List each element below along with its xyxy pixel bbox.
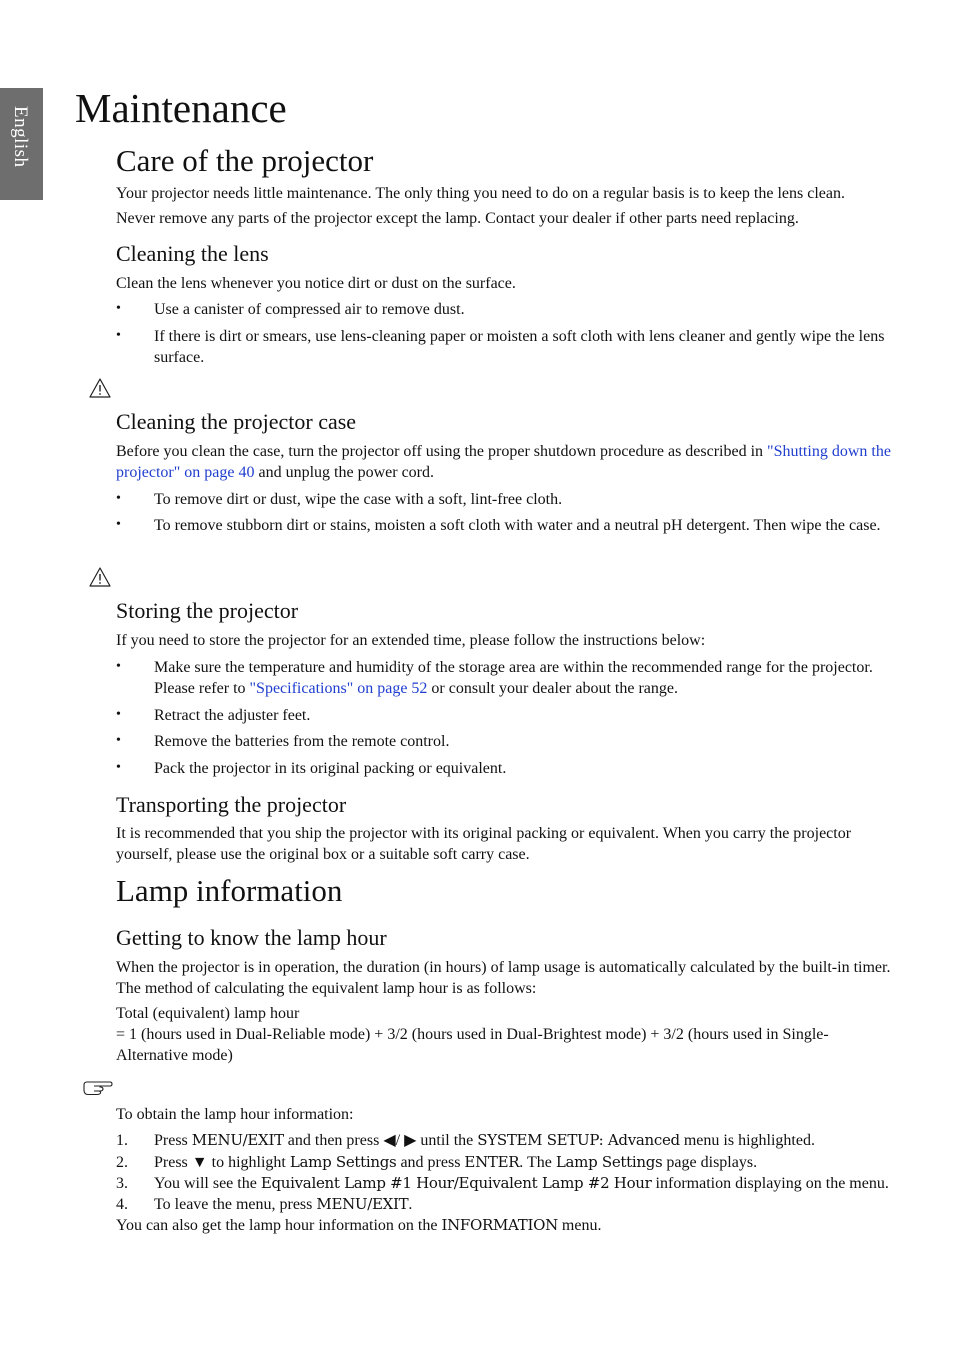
menu-exit-key: MENU/EXIT	[191, 1131, 284, 1149]
warning-icon	[88, 377, 112, 399]
formula-label: Total (equivalent) lamp hour	[116, 1005, 300, 1022]
bullet-dot: •	[116, 328, 121, 343]
formula: = 1 (hours used in Dual-Reliable mode) + 3/2 (hours used in Dual-Brightest mode) + 3/2 (hours used in Single-Alternative mode)	[116, 1026, 829, 1064]
lamp-settings-item: Lamp Settings	[289, 1153, 397, 1171]
storing-bullet-3: Remove the batteries from the remote control.	[154, 733, 450, 750]
lens-intro: Clean the lens whenever you notice dirt or dust on the surface.	[116, 275, 516, 292]
lamp-footer: You can also get the lamp hour information on the INFORMATION menu.	[116, 1216, 602, 1234]
bullet-dot: •	[116, 733, 121, 748]
specifications-link[interactable]: "Specifications" on page 52	[249, 680, 428, 697]
storing-bullet-1: Make sure the temperature and humidity of the storage area are within the recommended range for the projector. Please refer to "Specifications" on page 52 or consult your dealer about the range.	[154, 659, 873, 697]
step-3: You will see the Equivalent Lamp #1 Hour/Equivalent Lamp #2 Hour information displaying on the menu.	[154, 1174, 889, 1192]
pointing-hand-icon	[82, 1077, 114, 1097]
lens-bullet-2: If there is dirt or smears, use lens-cleaning paper or moisten a soft cloth with lens cleaner and gently wipe the lens surface.	[154, 328, 885, 366]
step-2: Press ▼ to highlight Lamp Settings and press ENTER. The Lamp Settings page displays.	[154, 1153, 758, 1171]
transport-text: It is recommended that you ship the projector with its original packing or equivalent. When you carry the projector yourself, please use the original box or a suitable soft carry case.	[116, 825, 852, 863]
lamp-intro: When the projector is in operation, the duration (in hours) of lamp usage is automatically calculated by the built-in timer. The method of calculating the equivalent lamp hour is as follows:	[116, 959, 891, 997]
case-bullet-1: To remove dirt or dust, wipe the case with a soft, lint-free cloth.	[154, 491, 563, 508]
lamp-heading: Lamp information	[116, 873, 343, 908]
language-label: English	[10, 106, 31, 168]
storing-heading: Storing the projector	[116, 598, 299, 623]
enter-key: ENTER	[464, 1153, 520, 1171]
step-4: To leave the menu, press MENU/EXIT.	[154, 1195, 413, 1213]
bullet-dot: •	[116, 491, 121, 506]
care-intro-1: Your projector needs little maintenance. The only thing you need to do on a regular basis is to keep the lens clean.	[116, 185, 845, 202]
transport-heading: Transporting the projector	[116, 792, 347, 817]
lens-heading: Cleaning the lens	[116, 241, 269, 266]
note-intro: To obtain the lamp hour information:	[116, 1106, 354, 1123]
page-title: Maintenance	[75, 85, 287, 131]
equivalent-lamp-hour-item: Equivalent Lamp #1 Hour/Equivalent Lamp #2 Hour	[260, 1174, 652, 1192]
case-heading: Cleaning the projector case	[116, 409, 357, 434]
care-intro-2: Never remove any parts of the projector except the lamp. Contact your dealer if other parts need replacing.	[116, 210, 799, 227]
language-tab	[0, 88, 43, 200]
step-number: 1.	[116, 1132, 128, 1149]
case-bullet-2: To remove stubborn dirt or stains, moisten a soft cloth with water and a neutral pH detergent. Then wipe the case.	[154, 517, 881, 534]
system-setup-advanced-menu: SYSTEM SETUP: Advanced	[477, 1131, 680, 1149]
warning-icon	[88, 566, 112, 588]
care-heading: Care of the projector	[116, 143, 374, 178]
bullet-dot: •	[116, 659, 121, 674]
menu-exit-key: MENU/EXIT	[316, 1195, 409, 1213]
bullet-dot: •	[116, 707, 121, 722]
down-arrow: ▼	[191, 1154, 208, 1171]
step-number: 4.	[116, 1196, 128, 1213]
step-1: Press MENU/EXIT and then press ◀/ ▶ until the SYSTEM SETUP: Advanced menu is highlighted.	[154, 1131, 815, 1149]
case-intro: Before you clean the case, turn the projector off using the proper shutdown procedure as described in "Shutting down the projector" on page 40 and unplug the power cord.	[116, 443, 891, 481]
left-right-arrows: ◀/ ▶	[383, 1132, 417, 1149]
bullet-dot: •	[116, 517, 121, 532]
step-number: 3.	[116, 1175, 128, 1192]
lamp-settings-page: Lamp Settings	[555, 1153, 663, 1171]
bullet-dot: •	[116, 301, 121, 316]
lamp-hour-heading: Getting to know the lamp hour	[116, 925, 387, 950]
storing-bullet-4: Pack the projector in its original packing or equivalent.	[154, 760, 507, 777]
shutting-down-link[interactable]: "Shutting down the projector" on page 40	[116, 443, 891, 481]
lens-bullet-1: Use a canister of compressed air to remove dust.	[154, 301, 465, 318]
step-number: 2.	[116, 1154, 128, 1171]
bullet-dot: •	[116, 760, 121, 775]
storing-bullet-2: Retract the adjuster feet.	[154, 707, 311, 724]
storing-intro: If you need to store the projector for an extended time, please follow the instructions below:	[116, 632, 706, 649]
information-menu: INFORMATION	[441, 1216, 558, 1234]
